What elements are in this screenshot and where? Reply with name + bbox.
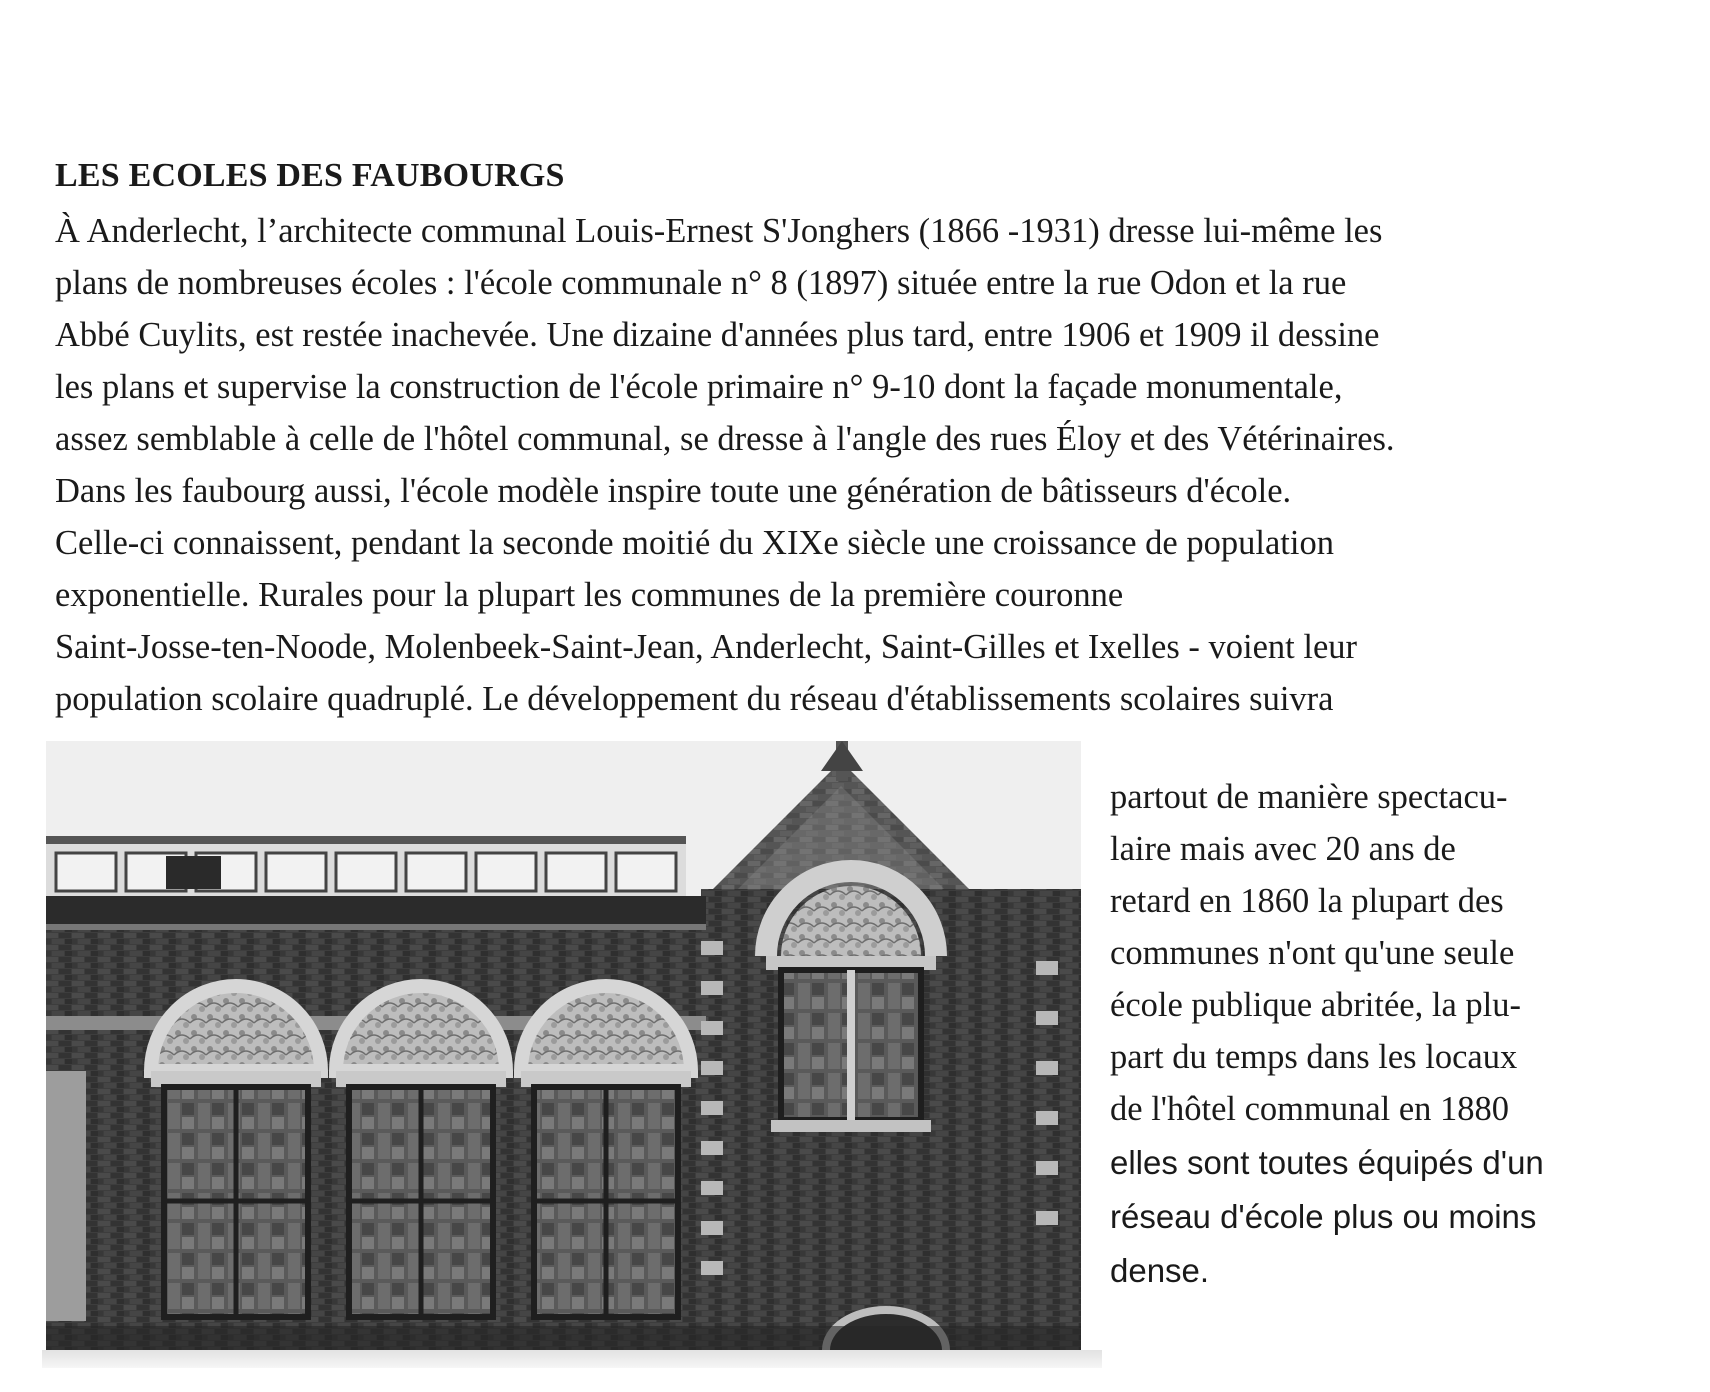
side-line-7: de l'hôtel communal en 1880: [1110, 1090, 1510, 1128]
photo-shadow: [42, 1350, 1102, 1368]
side-line-5: école publique abritée, la plu-: [1110, 986, 1521, 1024]
article-title: LES ECOLES DES FAUBOURGS: [55, 157, 565, 194]
side-line-2: laire mais avec 20 ans de: [1110, 830, 1456, 868]
side-line-8: elles sont toutes équipés d'un: [1110, 1144, 1544, 1181]
body-line-7: Celle-ci connaissent, pendant la seconde moitié du XIXe siècle une croissance de population: [55, 524, 1334, 562]
side-line-9: réseau d'école plus ou moins: [1110, 1198, 1537, 1235]
body-line-1: À Anderlecht, l’architecte communal Louis-Ernest S'Jonghers (1866 -1931) dresse lui-même les: [55, 212, 1383, 250]
school-facade-illustration: [46, 741, 1081, 1350]
body-line-9: Saint-Josse-ten-Noode, Molenbeek-Saint-Jean, Anderlecht, Saint-Gilles et Ixelles - voient leur: [55, 628, 1358, 666]
side-line-6: part du temps dans les locaux: [1110, 1038, 1518, 1076]
body-line-5: assez semblable à celle de l'hôtel communal, se dresse à l'angle des rues Éloy et des Vétérinaires.: [55, 420, 1395, 458]
body-line-3: Abbé Cuylits, est restée inachevée. Une dizaine d'années plus tard, entre 1906 et 1909 il dessine: [55, 316, 1380, 354]
body-line-2: plans de nombreuses écoles : l'école communale n° 8 (1897) située entre la rue Odon et la rue: [55, 264, 1347, 302]
school-facade-photo: [46, 741, 1081, 1350]
body-line-6: Dans les faubourg aussi, l'école modèle inspire toute une génération de bâtisseurs d'école.: [55, 472, 1292, 510]
side-line-4: communes n'ont qu'une seule: [1110, 934, 1515, 972]
body-line-4: les plans et supervise la construction de l'école primaire n° 9-10 dont la façade monumentale,: [55, 368, 1343, 406]
side-line-3: retard en 1860 la plupart des: [1110, 882, 1504, 920]
side-line-1: partout de manière spectacu-: [1110, 778, 1508, 816]
body-line-10: population scolaire quadruplé. Le développement du réseau d'établissements scolaires suivra: [55, 680, 1334, 718]
body-line-8: exponentielle. Rurales pour la plupart les communes de la première couronne: [55, 576, 1124, 614]
side-line-10: dense.: [1110, 1252, 1210, 1289]
